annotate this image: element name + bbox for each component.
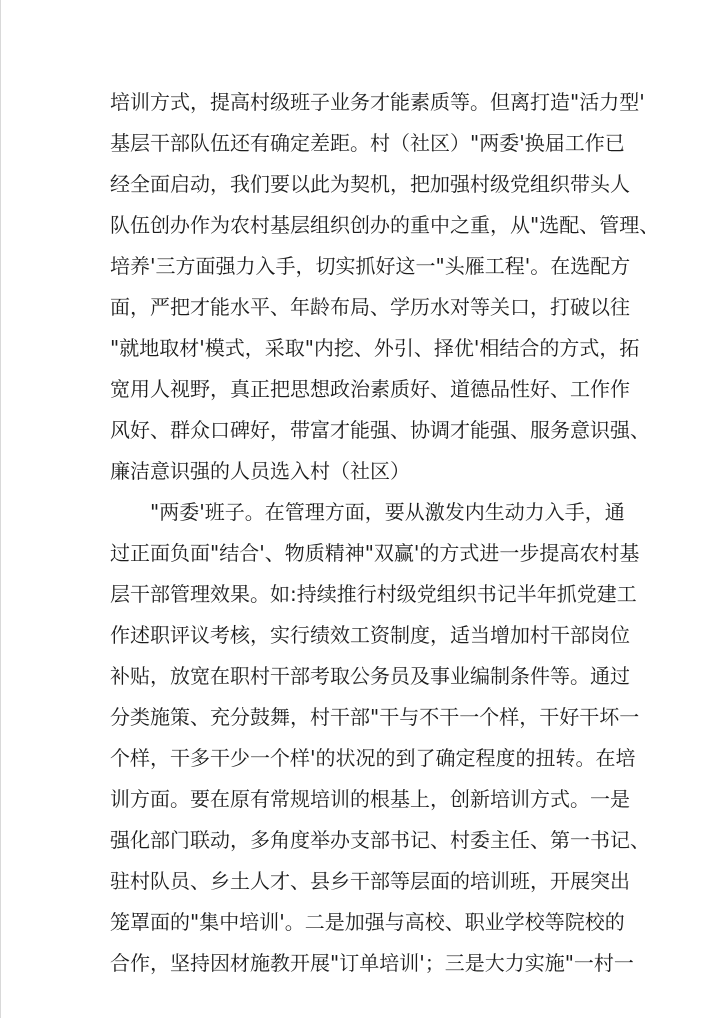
text-line: 经全面启动，我们要以此为契机，把加强村级党组织带头人 — [110, 172, 630, 196]
text-line: 补贴，放宽在职村干部考取公务员及事业编制条件等。通过 — [110, 664, 630, 688]
text-line: 合作，坚持因材施教开展"订单培训'；三是大力实施"一村一 — [110, 951, 634, 975]
text-line: 宽用人视野，真正把思想政治素质好、道德品性好、工作作 — [110, 377, 630, 401]
text-line: 面，严把才能水平、年龄布局、学历水对等关口，打破以往 — [110, 295, 630, 319]
text-line: 驻村队员、乡土人才、县乡干部等层面的培训班，开展突出 — [110, 869, 630, 893]
text-line: 过正面负面"结合'、物质精神"双赢'的方式进一步提高农村基 — [110, 541, 640, 565]
text-line: 笼罩面的"集中培训'。二是加强与高校、职业学校等院校的 — [110, 910, 625, 934]
text-line: 队伍创办作为农村基层组织创办的重中之重，从"选配、管理、 — [110, 213, 660, 237]
text-line: 培训方式，提高村级班子业务才能素质等。但离打造"活力型' — [110, 90, 645, 114]
text-line-paragraph-end: 廉洁意识强的人员选入村（社区） — [110, 459, 410, 483]
text-line: 风好、群众口碑好，带富才能强、协调才能强、服务意识强、 — [110, 418, 650, 442]
page-left-edge — [0, 0, 1, 1018]
text-line: 训方面。要在原有常规培训的根基上，创新培训方式。一是 — [110, 787, 630, 811]
text-line: 个样，干多干少一个样'的状况的到了确定程度的扭转。在培 — [110, 746, 636, 770]
text-line: 基层干部队伍还有确定差距。村（社区）"两委'换届工作已 — [110, 131, 625, 155]
paragraph-first-line: "两委'班子。在管理方面，要从激发内生动力入手，通 — [150, 500, 625, 524]
text-line: 层干部管理效果。如:持续推行村级党组织书记半年抓党建工 — [110, 582, 637, 606]
text-line: 强化部门联动，多角度举办支部书记、村委主任、第一书记、 — [110, 828, 650, 852]
text-line: 作述职评议考核，实行绩效工资制度，适当增加村干部岗位 — [110, 623, 630, 647]
text-line: 分类施策、充分鼓舞，村干部"干与不干一个样，干好干坏一 — [110, 705, 640, 729]
text-line: 培养'三方面强力入手，切实抓好这一"头雁工程'。在选配方 — [110, 254, 631, 278]
text-line: "就地取材'模式，采取"内挖、外引、择优'相结合的方式，拓 — [110, 336, 640, 360]
